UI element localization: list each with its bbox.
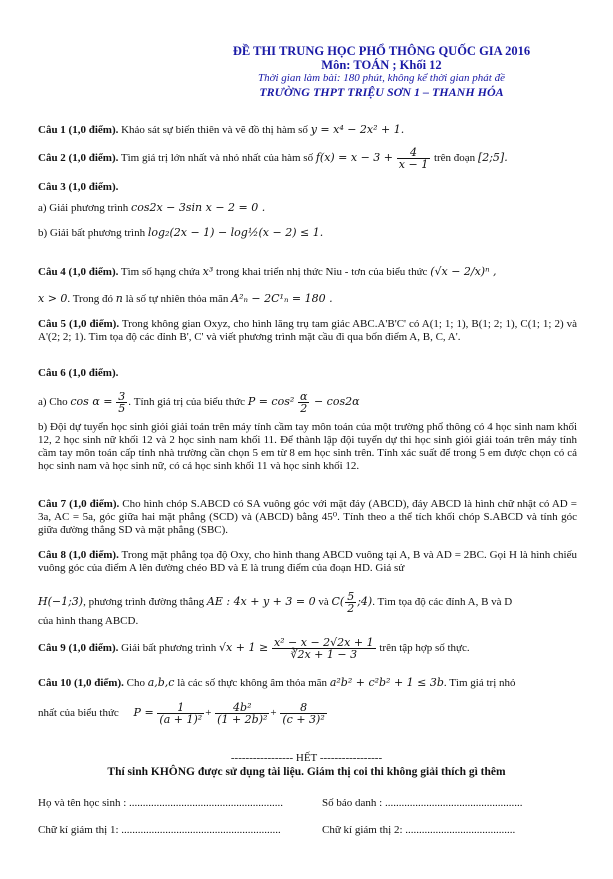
q10-f3d: (c + 3)² xyxy=(282,713,325,726)
q8-H: H(−1;3) xyxy=(38,595,84,609)
question-4 xyxy=(38,265,497,279)
q2-fraction xyxy=(397,147,430,170)
q10-frac2 xyxy=(215,702,269,725)
question-10 xyxy=(38,676,516,690)
q6a-text2: . Tính giá trị của biểu thức xyxy=(128,396,248,409)
q3a-formula: cos2x − 3sin x − 2 = 0 . xyxy=(131,201,266,214)
q1-label: Câu 1 (1,0 điểm). xyxy=(38,124,119,136)
question-7 xyxy=(38,498,577,537)
q6a-pnum: α xyxy=(300,390,308,403)
q10-f2n: 4b² xyxy=(215,702,269,714)
q8-c2: ;4) xyxy=(357,595,373,609)
q10-f3n: 8 xyxy=(280,702,326,714)
q8-mid: , phương trình đường thẳng xyxy=(83,596,207,609)
q9-num: x² − x − 2√2x + 1 xyxy=(273,636,374,649)
exam-title: ĐỀ THI TRUNG HỌC PHỔ THÔNG QUỐC GIA 2016 xyxy=(232,44,531,58)
q10-f1n: 1 xyxy=(157,702,204,714)
q4-x-cond: x > 0 xyxy=(38,292,68,305)
q8-line3: của hình thang ABCD. xyxy=(38,615,139,627)
proctor-1-signature-field: Chữ kí giám thị 1: .......................................................... xyxy=(38,824,281,836)
q6-label: Câu 6 (1,0 điểm). xyxy=(38,367,119,379)
q10-P: P = xyxy=(133,706,154,720)
q6a-tail: − cos2α xyxy=(310,395,360,409)
q8-cden: 2 xyxy=(347,602,355,615)
q3a-text: a) Giải phương trình xyxy=(38,202,132,214)
end-marker: ----------------- HẾT ----------------- xyxy=(230,752,383,764)
q4-text2: trong khai triển nhị thức Niu - tơn của biểu thức xyxy=(213,266,431,278)
q10-label: Câu 10 (1,0 điểm). xyxy=(38,677,124,689)
q8-ask: . Tìm tọa độ các đỉnh A, B và D xyxy=(372,596,513,609)
q4-line2b: . Trong đó xyxy=(67,293,116,305)
exam-time: Thời gian làm bài: 180 phút, không kể thời gian phát đề xyxy=(257,72,505,84)
question-9 xyxy=(38,637,470,660)
q6a-num: 3 xyxy=(118,390,126,403)
q10-text1: Cho xyxy=(123,677,148,689)
q3b-formula: log₂(2x − 1) − log½(x − 2) ≤ 1. xyxy=(147,226,324,239)
q10-vars: a,b,c xyxy=(147,676,175,689)
q6-part-b: b) Đội dự tuyển học sinh giỏi giải toán trên máy tính cầm tay môn toán của một trường phổ thông có 4 học sinh nam khối 12, 2 học sinh nữ khối 12 và 2 học sinh nam khối 11. Để thành lập đội tuyển dự thi học sinh giỏi giải toán trên máy tính cầm tay môn toán cấp tỉnh nhà trường cần chọn 5 em từ 8 em học sinh trên. Tính xác suất để trong 5 em được chọn có cả học sinh nam và học sinh nữ, có cả học sinh khối 11 và học sinh khối 12. xyxy=(38,421,577,472)
question-8 xyxy=(38,549,577,575)
q10-f2d: (1 + 2b)² xyxy=(217,713,268,726)
q2-label: Câu 2 (1,0 điểm). xyxy=(38,152,119,165)
q10-f1d: (a + 1)² xyxy=(159,713,203,726)
q6a-cos: cos α = xyxy=(70,395,113,409)
q6a-pden: 2 xyxy=(300,402,308,415)
question-2 xyxy=(38,147,508,170)
q7-label: Câu 7 (1,0 điểm). xyxy=(38,498,120,510)
q2-text: Tìm giá trị lớn nhất và nhỏ nhất của hàm số xyxy=(118,152,316,165)
q8-cnum: 5 xyxy=(347,590,355,603)
q6-part-a xyxy=(38,391,360,414)
q8-text: Trong mặt phẳng tọa độ Oxy, cho hình thang ABCD vuông tại A, B và AD = 2BC. Gọi H là hình chiếu vuông góc của điểm A lên đường chéo BD và E là trung điểm của đoạn HD. Giả sử xyxy=(38,549,577,574)
q1-formula: y = x⁴ − 2x² + 1. xyxy=(310,123,405,136)
q6a-den: 5 xyxy=(118,402,126,415)
q2-interval: [2;5]. xyxy=(477,151,508,165)
q8-line2 xyxy=(38,591,512,614)
q6a-alpha-fraction xyxy=(298,391,309,414)
q4-expression: (√x − 2/x)ⁿ , xyxy=(430,265,497,278)
q9-lhs: √x + 1 ≥ xyxy=(219,641,269,655)
question-1 xyxy=(38,123,404,137)
q4-line2c: là số tự nhiên thỏa mãn xyxy=(122,293,232,305)
q8-c-fraction xyxy=(345,591,356,614)
q9-fraction xyxy=(272,637,376,660)
q6a-text1: a) Cho xyxy=(38,396,71,409)
q2-after: trên đoạn xyxy=(431,152,478,165)
exam-school: TRƯỜNG THPT TRIỆU SƠN 1 – THANH HÓA xyxy=(259,85,504,99)
q3b-text: b) Giải bất phương trình xyxy=(38,227,148,239)
q2-frac-den: x − 1 xyxy=(398,158,429,171)
q4-term: x³ xyxy=(202,265,214,278)
q9-label: Câu 9 (1,0 điểm). xyxy=(38,642,119,655)
q1-text: Khảo sát sự biến thiên và vẽ đồ thị hàm số xyxy=(118,124,311,136)
q6a-fraction xyxy=(116,391,127,414)
q5-label: Câu 5 (1,0 điểm). xyxy=(38,318,120,330)
q2-function: f(x) = x − 3 + xyxy=(315,151,394,165)
q6a-P: P = cos² xyxy=(247,395,295,409)
q10-line2: nhất của biểu thức P = $\frac{1}{\text{(a + 1)²}}$ + $\frac{\text{4b²}}{\text{(1 + 2b)²}}$ + $\frac{8}{\text{(c + 3)²}}$ xyxy=(38,701,325,726)
q10-frac1 xyxy=(157,702,204,725)
q10-line2-text: nhất của biểu thức xyxy=(38,707,119,720)
q5-text: Trong không gian Oxyz, cho hình lăng trụ tam giác ABC.A'B'C' có A(1; 1; 1), B(1; 2; 1), C(1; 1; 2) và A'(2; 2; 1). Tìm tọa độ các đỉnh B', C' và viết phương trình mặt cầu đi qua bốn điểm A, B, C, A'. xyxy=(38,318,577,343)
q10-frac3 xyxy=(280,702,326,725)
q2-frac-num: 4 xyxy=(397,147,430,159)
candidate-number-field: Số báo danh : .................................................. xyxy=(322,797,523,809)
q7-text: Cho hình chóp S.ABCD có SA vuông góc với mặt đáy (ABCD), đáy ABCD là hình chữ nhật có AD = 3a, AC = 5a, góc giữa hai mặt phẳng (SCD) và (ABCD) bằng 45⁰. Tính theo a thể tích khối chóp S.ABCD và tính góc giữa đường thẳng SD và mặt phẳng (SBC). xyxy=(38,498,577,536)
q10-text2: là các số thực không âm thỏa mãn xyxy=(174,677,330,689)
q4-label: Câu 4 (1,0 điểm). xyxy=(38,266,119,278)
student-name-field: Họ và tên học sinh : ........................................................ xyxy=(38,797,284,809)
q9-text: Giải bất phương trình xyxy=(118,642,220,655)
q10-text3: . Tìm giá trị nhỏ xyxy=(443,677,516,689)
q4-line2 xyxy=(38,292,333,306)
q10-cond: a²b² + c²b² + 1 ≤ 3b xyxy=(329,676,444,689)
candidate-note: Thí sinh KHÔNG được sử dụng tài liệu. Giám thị coi thi không giải thích gì thêm xyxy=(107,766,506,778)
q8-and: và xyxy=(315,596,332,609)
q3-part-b xyxy=(38,226,323,240)
q3-part-a xyxy=(38,201,265,215)
q9-after: trên tập hợp số thực. xyxy=(376,642,470,655)
q8-C: C( xyxy=(331,595,345,609)
proctor-2-signature-field: Chữ kí giám thị 2: ........................................ xyxy=(322,824,516,836)
q4-text1: Tìm số hạng chứa xyxy=(118,266,203,278)
q8-AE: AE : 4x + y + 3 = 0 xyxy=(206,595,316,609)
question-5 xyxy=(38,318,577,344)
q4-n: n xyxy=(115,292,123,305)
exam-subject: Môn: TOÁN ; Khối 12 xyxy=(321,58,442,72)
q9-den: ∛2x + 1 − 3 xyxy=(290,648,358,661)
q8-label: Câu 8 (1,0 điểm). xyxy=(38,549,119,561)
q4-condition: A²ₙ − 2C¹ₙ = 180 . xyxy=(231,292,333,305)
q3-label: Câu 3 (1,0 điểm). xyxy=(38,181,119,193)
